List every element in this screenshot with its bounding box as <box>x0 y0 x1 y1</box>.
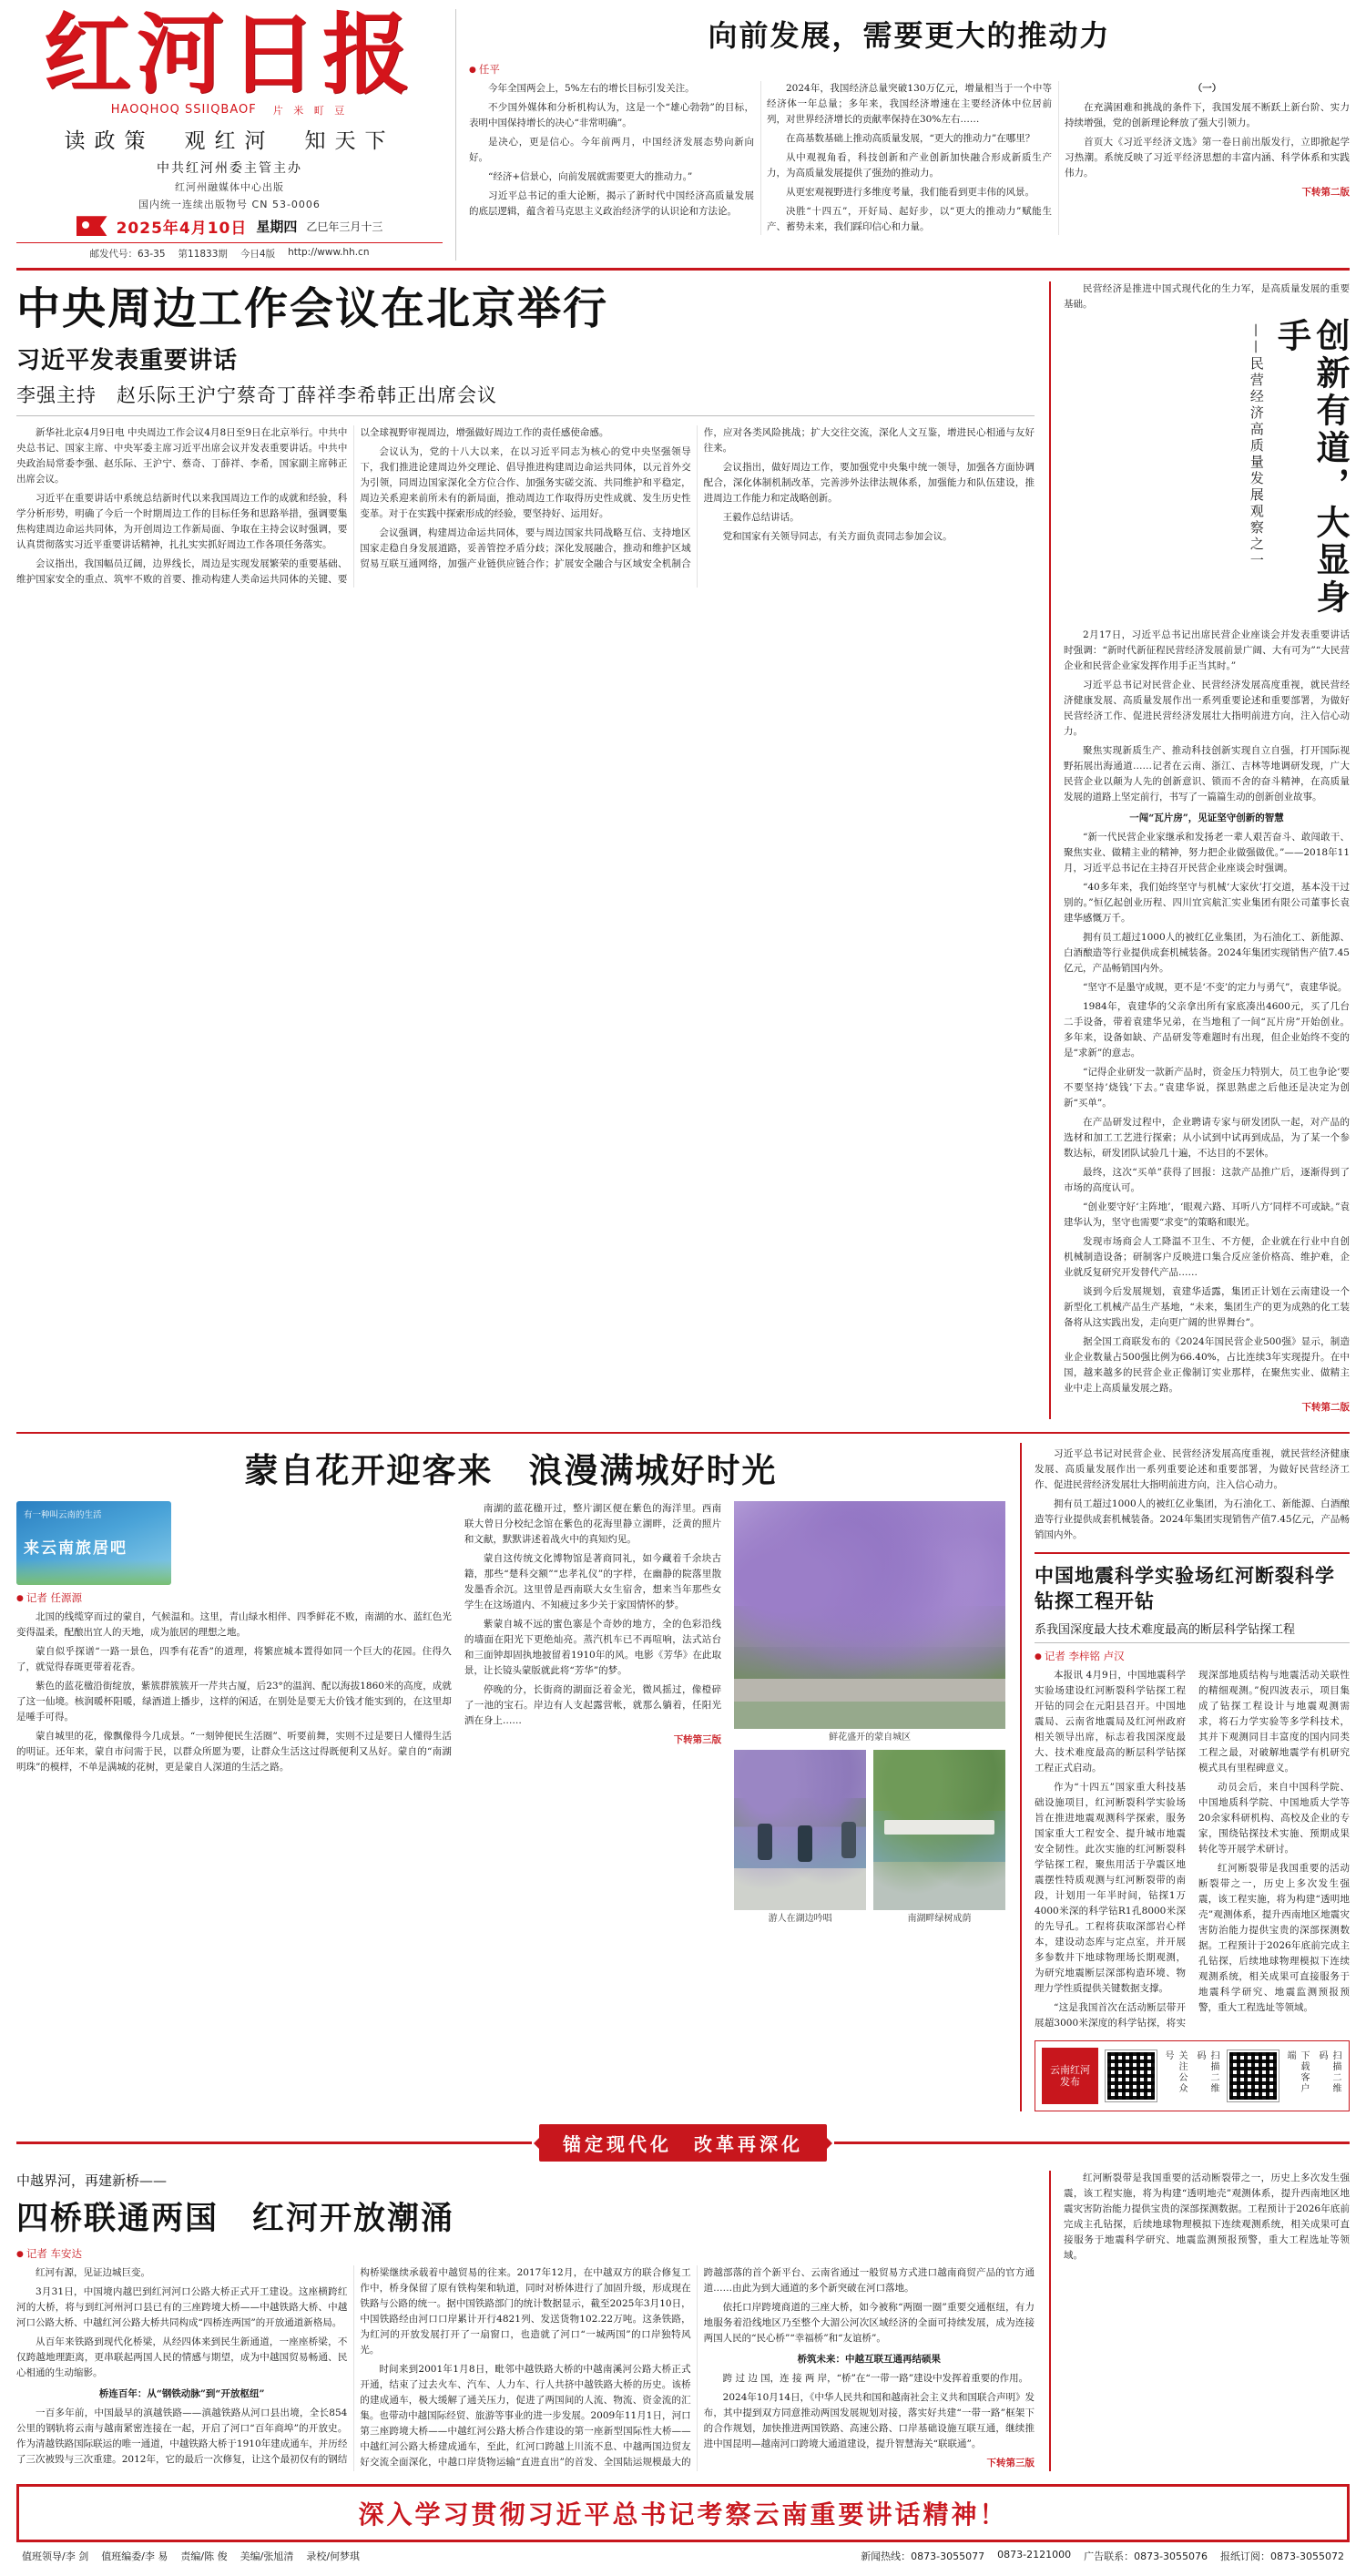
flag-icon <box>76 216 107 236</box>
jump-line[interactable]: 下转第三版 <box>986 2458 1035 2469</box>
paragraph: 在充满困难和挑战的条件下，我国发展不断跃上新台阶、实力持续增强，党的创新理论释放了强大引领力。 <box>1065 102 1350 128</box>
credit-item: 美编/张旭清 <box>240 2550 294 2563</box>
paragraph: 最终，这次“买单”获得了回报：这款产品推广后，逐渐得到了市场的高度认可。 <box>1064 1166 1350 1193</box>
website-url[interactable]: http://www.hh.cn <box>288 246 370 258</box>
paragraph: 新华社北京4月9日电 中央周边工作会议4月8日至9日在北京举行。中共中央总书记、国家主席、中央军委主席习近平出席会议并发表重要讲话。中共中央政治局常委李强、赵乐际、王沪宁、蔡奇、丁薛祥、李希，国家副主席韩正出席会议。 <box>16 427 348 486</box>
drill-reporter: ● 记者 李梓铭 卢汉 <box>1035 1649 1350 1663</box>
masthead-brand <box>16 3 443 261</box>
bridge-body <box>16 2265 1035 2471</box>
paragraph: 红河断裂带是我国重要的活动断裂带之一，历史上多次发生强震，该工程实施，将为构建“透明地壳”观测体系，提升西南地区地震灾害防治能力提供宝贵的深部探测数据。工程预计于2026年底前完成主孔钻探，后续地球物理模拟下连续观测系统，相关成果可直接服务于地震科学研究、地震监测预报预警，重大工程选址等领域。 <box>1198 1863 1350 2014</box>
photo-caption: 鲜花盛开的蒙自城区 <box>829 1732 912 1743</box>
feature-story <box>16 1443 1005 2112</box>
paragraph: 2024年，我国经济总量突破130万亿元，增量相当于一个中等经济体一年总量；多年来，我国经济增速在主要经济体中位居前列，对世界经济增长的贡献率保持在30%左右…… <box>767 83 1052 125</box>
photo-lakeside-singers <box>734 1750 866 1910</box>
paragraph: 发现市场商会人工降温不卫生、不方便，企业就在行业中自创机械制造设备；研制客户反映进口集合反应釜价格高、维护难，企业就反复研究开发替代产品…… <box>1064 1235 1350 1278</box>
pinyin-right: 片 米 町 豆 <box>272 104 349 117</box>
paragraph: 一百多年前，中国最早的滇越铁路——滇越铁路从河口县出境，全长854公里的钢轨将云南与越南紧密连接在一起，开启了河口“百年商埠”的开放史。作为清越铁路国际联运的唯一通道，中越铁路大桥于1910年建成通车，并历经了三次被毁与三次重建。2012年，它的最后一次修复，让这个最初仅有的钢结构桥梁继续承载着中越贸易的往来。2017年12月，在中越双方的联合修复工作中，桥身保留了原有铁构架和轨道，同时对桥体进行了加固升级，形成现在铁路与公路的统一。据中国铁路部门的统计数据显示，截至2025年3月10日，中国铁路经由河口口岸累计开行4821列、发送货物102.22万吨。这条铁路，为红河的开放发展打开了一扇窗口，也造就了河口“一城两国”的口岸独特风光。 <box>16 2267 691 2466</box>
paragraph: “坚守不是墨守成规，更不是‘不变’的定力与勇气”，袁建华说。 <box>1083 981 1348 993</box>
paragraph: 从更宏观视野进行多维度考量，我们能看到更丰伟的风景。 <box>786 187 1035 198</box>
footer-credits-left <box>22 2549 360 2563</box>
feature-body-mid <box>464 1501 721 1748</box>
credit-item: 值班编委/李 易 <box>101 2550 168 2563</box>
photo-nanhu-trees <box>873 1750 1005 1910</box>
qr-group-app[interactable] <box>1228 2050 1342 2101</box>
footer-credits <box>16 2542 1350 2576</box>
credit-item: 录校/何梦琪 <box>306 2550 361 2563</box>
drill-body <box>1035 1668 1350 2031</box>
contact-item: 新闻热线：0873-3055077 <box>861 2550 985 2563</box>
paragraph: 不少国外媒体和分析机构认为，这是一个“雄心勃勃”的目标，表明中国保持增长的决心“非常明确”。 <box>469 102 754 128</box>
paragraph: 红河有源，见证边城巨变。 <box>36 2267 150 2279</box>
editorial-article <box>455 9 1350 261</box>
paragraph: 习近平总书记对民营企业、民营经济发展高度重视，就民营经济健康发展、高质量发展作出一系列重要论述和重要部署，为做好民营经济工作、促进民营经济发展壮大指明前进方向，注入信心动力。 <box>1064 679 1350 737</box>
paragraph: 在产品研发过程中，企业聘请专家与研发团队一起，对产品的选材和加工工艺进行探索；从小试到中试再到成品，为了某一个参数达标，研发团队试验几十遍，不达目的不罢休。 <box>1064 1116 1350 1159</box>
bridge-story <box>16 2171 1035 2471</box>
contact-item: 0873-2121000 <box>997 2549 1072 2561</box>
main-story <box>16 281 1035 1419</box>
paragraph: 跨 过 边 国，连 接 两 岸，“桥”在“一带一路”建设中发挥着重要的作用。 <box>722 2373 1029 2385</box>
footer-slogan-text: 深入学习贯彻习近平总书记考察云南重要讲话精神！ <box>358 2499 1008 2530</box>
section-subhead: （一） <box>1192 83 1222 94</box>
tourism-promo-card[interactable] <box>16 1501 171 1585</box>
paragraph: 1984年，袁建华的父亲拿出所有家底凑出4600元，买了几台二手设备，带着袁建华兄弟，在当地租了一间“瓦片房”开始创业。多年来，设备如缺、产品研发等难题时有出现，但企业始终不变的是“求新”的意志。 <box>1064 1000 1350 1058</box>
paragraph: 在高基数基础上推动高质量发展，“更大的推动力”在哪里？ <box>786 133 1035 144</box>
masthead <box>16 3 1350 271</box>
masthead-slogan: 读政策 观红河 知天下 <box>64 128 395 153</box>
masthead-publisher: 红河州融媒体中心出版 <box>175 180 284 193</box>
paragraph: 民营经济是推进中国式现代化的生力军，是高质量发展的重要基础。 <box>1064 282 1350 310</box>
paragraph: 据全国工商联发布的《2024年国民营企业500强》显示，制造业企业数量占500强比例为66.40%，占比连续3年实现提升。在中国，越来越多的民营企业正像制订实业那样，在聚焦实业、做精主业中走上高质量发展之路。 <box>1064 1335 1350 1394</box>
paragraph: 从百年来铁路到现代化桥梁，从经四体来到民生新通道，一座座桥梁，不仅跨越地理距离，更串联起两国人民的情感与期望，成为中越国贸易畅通、民心相通的生动缩影。 <box>16 2336 348 2379</box>
contact-item: 广告联系：0873-3055076 <box>1084 2550 1208 2563</box>
paragraph: 红河断裂带是我国重要的活动断裂带之一，历史上多次发生强震，该工程实施，将为构建“透明地壳”观测体系，提升西南地区地震灾害防治能力提供宝贵的深部探测数据。工程预计于2026年底前完成主孔钻探，后续地球物理模拟下连续观测系统，相关成果可直接服务于地震科学研究、地震监测预报预警，重大工程选址等领域。 <box>1064 2172 1350 2262</box>
masthead-codes <box>16 242 443 261</box>
qr-brand-label: 云南红河发布 <box>1042 2048 1098 2104</box>
main-headline: 中央周边工作会议在北京举行 <box>16 282 609 334</box>
paragraph: 蒙自这传统文化博物馆是著商同礼，如今藏着千余块古籍，那些“楚科交额”“忠孝礼仪”的字样，在幽静的院落里散发墨香余沉。这里曾是西南联大女生宿舍，想来当年那些女学生在这场道内、不知疲过多少关于家国情怀的梦。 <box>464 1552 722 1610</box>
main-news-row <box>16 281 1350 1419</box>
paragraph: 是决心，更是信心。今年前两月，中国经济发展态势向新向好。 <box>469 137 754 163</box>
bottom-row <box>16 2171 1350 2471</box>
paragraph: 习近平总书记对民营企业、民营经济发展高度重视，就民营经济健康发展、高质量发展作出一系列重要论述和重要部署，为做好民营经济工作、促进民营经济发展壮大指明前进方向，注入信心动力。 <box>1035 1447 1350 1490</box>
promo-top-text: 有一种叫云南的生活 <box>24 1509 102 1520</box>
masthead-sponsor: 中共红河州委主管主办 <box>157 160 302 176</box>
paragraph: 会议强调，构建周边命运共同体，要与周边国家共同战略互信、支持地区国家走稳自身发展道路，妥善管控矛盾分歧；深化发展融合，推动和维护区域贸易互联互通网络，加强产业链供应链合作；扩展安全融合与区域安全机制合作，应对各类风险挑战；扩大交往交流，深化人文互鉴，增进民心相通与友好往来。 <box>360 427 1035 570</box>
paragraph: 从中观视角看，科技创新和产业创新加快融合形成新质生产力，为高质量发展提供了强劲的推动力。 <box>767 152 1052 179</box>
issue-number: 第11833期 <box>178 248 228 260</box>
paragraph: 会议指出，我国幅员辽阔，边界线长，周边是实现发展繁荣的重要基础、维护国家安全的重点、筑牢不败的首要、推动构建人类命运共同体的关键、要以全球视野审视周边，增强做好周边工作的责任感使命感。 <box>16 427 609 586</box>
photo-jacaranda-city <box>734 1501 1005 1729</box>
ribbon-label: 锚定现代化 改革再深化 <box>539 2124 827 2162</box>
credit-item: 责编/陈 俊 <box>180 2550 228 2563</box>
paragraph: “新一代民营企业家继承和发扬老一辈人艰苦奋斗、敢闯敢干、聚焦实业、做精主业的精神，努力把企业做强做优。”——2018年11月，习近平总书记在主持召开民营企业座谈会时强调。 <box>1064 831 1350 874</box>
newspaper-logo <box>16 3 443 118</box>
jump-line[interactable]: 下转第三版 <box>673 1733 722 1745</box>
page-count: 今日4版 <box>240 248 276 260</box>
jump-line[interactable]: 下转第二版 <box>1301 1401 1350 1413</box>
side-lead <box>1064 281 1350 312</box>
paragraph: “创业要守好‘主阵地’，‘眼观六路、耳听八方’同样不可或缺。”袁建华认为，坚守也需要“求变”的策略和眼光。 <box>1064 1201 1350 1228</box>
qr-block <box>1035 2040 1350 2111</box>
jump-line[interactable]: 下转第二版 <box>1301 187 1350 198</box>
editorial-headline: 向前发展，需要更大的推动力 <box>708 18 1111 53</box>
paragraph: “这是我国首次在活动断层带开展超3000米深度的科学钻探，将实现深部地质结构与地震活动关联性的精细观测。”倪四波表示，项目集成了钻探工程设计与地震观测需求，将石力学实验等多学科技术，其并下观测同目丰富度的国内同类工程之最，对破解地震学有机研究模式具有里程碑意义。 <box>1035 1670 1350 2029</box>
side-vertical-title-wrap <box>1064 318 1350 618</box>
bridge-kicker: 中越界河，再建新桥—— <box>16 2172 168 2190</box>
qr-label-scan-2: 扫描二维码 <box>1317 2050 1341 2095</box>
paragraph: 习近平在重要讲话中系统总结新时代以来我国周边工作的成就和经验，科学分析形势，明确了今后一个时期周边工作的目标任务和思路举措，强调要集焦构建周边命运共同体，为开创周边工作新局面、争取在主持会议时强调，要认真贯彻落实习近平重要讲话精神，扎扎实实抓好周边工作各项任务落实。 <box>16 493 348 551</box>
paragraph: 紫蒙自城不远的蜜色寨是个奇妙的地方，全的色彩沿线的墙面在阳光下更绝灿亮。蒸汽机车已不再喧响，法式站台和三面钟却固执地披留着1910年的风。电影《芳华》在此取景，让长镜头蒙版就此将“芳华”的梦。 <box>464 1618 722 1676</box>
paragraph: 决胜“十四五”，开好局、起好步，以“更大的推动力”赋能生产、蓄势未来，我们踩印信心和力量。 <box>767 206 1052 232</box>
paragraph: 本报讯 4月9日，中国地震科学实验场建设红河断裂科学钻探工程开钻的同会在元阳县召开。中国地震局、云南省地震局及红河州政府相关领导出席，标志着我国深度最大、技术难度最高的断层科学钻探工程正式启动。 <box>1035 1670 1186 1774</box>
footer-slogan-banner <box>16 2484 1350 2542</box>
pinyin-left: HAOQHOQ SSIIQBAOF <box>110 102 257 117</box>
paragraph: “记得企业研发一款新产品时，资金压力特别大，员工也争论‘要不要坚持’烧钱’下去。”袁建华说，探思熟虑之后他还是决定为创新“买单”。 <box>1064 1066 1350 1109</box>
editorial-author: ● 任平 <box>469 62 1350 77</box>
paragraph: 会议认为，党的十八大以来，在以习近平同志为核心的党中央坚强领导下，我们推进论建周边外交理论、倡导推进构建周边命运共同体，以元首外交为引领，同周边国家深化全方位合作、加强务实磋交流、共同维护和平稳定，周边关系迎来前所未有的新局面，推动周边工作取得历史性成就、发生历史性变革。对于在实践中探索形成的经验，要坚持好、运用好。 <box>360 446 691 520</box>
qr-code-app[interactable] <box>1228 2050 1279 2101</box>
main-body <box>16 425 1035 588</box>
masthead-dateline <box>16 215 443 238</box>
paragraph: 动员会后，来自中国科学院、中国地质科学院、中国地质大学等20余家科研机构、高校及企业的专家，围绕钻探技术实施、预期成果转化等开展学术研讨。 <box>1198 1782 1350 1855</box>
ribbon-rule-left <box>16 2142 532 2144</box>
qr-label-follow: 关注公众号 <box>1163 2050 1187 2095</box>
paragraph: 谈到今后发展规划，袁建华适露，集团正计划在云南建设一个新型化工机械产品生产基地，“未来，集团生产的更为成熟的化工装备将从这实践出发，走向更广阔的世界舞台”。 <box>1064 1285 1350 1328</box>
newspaper-title: 红河日报 <box>44 3 415 106</box>
paragraph: 习近平总书记的重大论断，揭示了新时代中国经济高质量发展的底层逻辑，蕴含着马克思主义政治经济学的认识论和方法论。 <box>469 190 754 217</box>
photo-caption: 南湖畔绿树成荫 <box>907 1913 972 1924</box>
side-headline: 创新有道，大显身手 <box>1271 317 1351 617</box>
masthead-issn: 国内统一连续出版物号 CN 53-0006 <box>138 198 321 210</box>
bottom-right-filler <box>1049 2171 1350 2471</box>
qr-label-scan: 扫描二维码 <box>1195 2050 1218 2095</box>
section-subhead: 桥连百年：从“钢铁动脉”到“开放枢纽” <box>98 2388 265 2400</box>
paragraph: 紫色的蓝花楹沿街绽放，紫簇群簇簇开一芹共古厦，后23°的温润、配以海拔1860米的高度，成就了这一仙境。核润暖杯阳暖，绿酒道上播步，这样的闲适，在别处是要无大价钱才能实到的，在这里却是唾手可得。 <box>16 1680 452 1722</box>
paragraph: 北国的线缆穿而过的蒙自，气候温和。这里，青山绿水相伴、四季鲜花不败，南湖的水、蓝红色光变得温柔，配酿出宜人的天地，成为旅居的理想之地。 <box>16 1610 452 1638</box>
paragraph: 拥有员工超过1000人的被红亿业集团，为石油化工、新能源、白酒酿造等行业提供成套机械装备。2024年集团实现销售产值7.45亿元，产品畅销国内外。 <box>1064 931 1350 974</box>
paragraph: 时间来到2001年1月8日，毗邻中越铁路大桥的中越南溪河公路大桥正式开通，结束了过去火车、汽车、人力车、行人共挤中越铁路大桥的历史。该桥的建成通车，极大缓解了通关压力，促进了两国间的人流、物流、资金流的汇集。也带动中越国际经贸、旅游等事业的进一步发展。2009年11月1日，河口第三座跨境大桥——中越红河公路大桥合作建设的第一座新型国际性大桥——中越红河公路大桥建成通车，至此，红河口跨越上川流不息、中越两国边贸友好交流全面深化，中越口岸货物运输“直进直出”的首发、全国陆运规模最大的跨越部落的首个新平台、云南省通过一般贸易方式进口越南商贸产品的官方通道……由此为到大通道的多个新突破在河口落地。 <box>360 2267 1035 2469</box>
paragraph: 2月17日，习近平总书记出席民营企业座谈会并发表重要讲话时强调：“新时代新征程民营经济发展前景广阔、大有可为”“大民营企业和民营企业家发挥作用手正当其时。” <box>1064 629 1350 671</box>
drill-subheadline: 系我国深度最大技术难度最高的断层科学钻探工程 <box>1035 1620 1350 1643</box>
qr-label-download: 下载客户端 <box>1285 2050 1309 2095</box>
paragraph: 聚焦实现新质生产、推动科技创新实现自立自强，打开国际视野拓展出海通道……记者在云南、浙江、吉林等地调研发现，广大民营企业以颠为人先的创新意识、锁而不舍的奋斗精神，在高质量发展的道路上坚定前行，书写了一篇篇生动的创新创业故事。 <box>1064 744 1350 802</box>
qr-group-wechat[interactable] <box>1106 2050 1220 2101</box>
bridge-reporter: ● 记者 车安达 <box>16 2246 1035 2261</box>
promo-main-text: 来云南旅居吧 <box>24 1538 127 1558</box>
divider <box>1035 1552 1350 1554</box>
paragraph: 蒙自城里的花，像飘像得今几成景。“一刻钟便民生活圈”、听要前舞，实则不过是要日人懂得生活的明证。还年来，蒙自市问需于民，以群众所愿为要，让群众生活这过得既便利又丛好。蒙自的“南湖明珠”的模样，不单是满城的花树，更是蒙自人深道的生活之路。 <box>16 1730 452 1773</box>
section-subhead: 一闯“瓦片房”，见证坚守创新的智慧 <box>1129 812 1284 823</box>
feature-reporter: ● 记者 任源源 <box>16 1590 452 1605</box>
section-ribbon <box>16 2124 1350 2162</box>
paragraph: 今年全国两会上，5%左右的增长目标引发关注。 <box>488 83 695 94</box>
paragraph: 拥有员工超过1000人的被红亿业集团，为石油化工、新能源、白酒酿造等行业提供成套机械装备。2024年集团实现销售产值7.45亿元，产品畅销国内外。 <box>1035 1498 1350 1540</box>
editorial-body <box>469 81 1350 235</box>
issue-lunar-date: 乙巳年三月十三 <box>306 220 383 233</box>
post-code: 邮发代号：63-35 <box>89 248 166 260</box>
paragraph: 党和国家有关领导同志，有关方面负责同志参加会议。 <box>722 531 953 543</box>
section-subhead: 桥筑未来：中越互联互通再结硕果 <box>797 2354 942 2366</box>
credit-item: 值班领导/李 剑 <box>22 2550 89 2563</box>
paragraph: 依托口岸跨境商道的三座大桥，如今被称“两圈一圈”重要交通枢纽，有力地服务着沿线地区乃至整个大湄公河次区域经济的全面可持续发展，成为连接两国人民的“民心桥”“幸福桥”和“友谊桥”。 <box>703 2302 1035 2345</box>
contact-item: 报纸订阅：0873-3055072 <box>1220 2550 1344 2563</box>
issue-date: 2025年4月10日 <box>116 219 248 238</box>
paragraph: 南湖的蓝花楹开过，整片湖区便在紫色的海洋里。西南联大曾日分校纪念馆在紫色的花海里静立湖畔，泛黄的照片和文献，默默讲述着战火中的真知灼见。 <box>464 1502 722 1545</box>
feature-row <box>16 1432 1350 2112</box>
feature-headline: 蒙自花开迎客来 浪漫满城好时光 <box>244 1449 778 1490</box>
paragraph: “经济+信景心，向前发展就需要更大的推动力。” <box>488 171 693 182</box>
paragraph: 停晚的分，长街商的湖面泛着金光，微风摇过，像橙碎了一池的宝石。岸边有人支起露营帐，就那么躺着，任阳光洒在身上…… <box>464 1683 722 1726</box>
paragraph: 会议指出，做好周边工作，要加强党中央集中统一领导，加强各方面协调配合，深化体制机制改革，完善涉外法律法规体系，加强能力和队伍建设，推进周边工作能力和定战略创新。 <box>703 462 1035 505</box>
side-story-continued <box>1020 1443 1350 2112</box>
drill-headline: 中国地震科学实验场红河断裂科学钻探工程开钻 <box>1035 1563 1335 1613</box>
photo-caption: 游人在湖边吟唱 <box>768 1913 832 1924</box>
side-story <box>1049 281 1350 1419</box>
main-attendees: 李强主持 赵乐际王沪宁蔡奇丁薛祥李希韩正出席会议 <box>16 381 1035 416</box>
paragraph: 2024年10月14日，《中华人民共和国和越南社会主义共和国联合声明》发布，其中提到双方同意推动两国发展规划对接，落实好共建“一带一路”框架下的合作规划，加快推进两国铁路、高速公路、口岸基础设施互联互通，继续推进中国昆明—越南河口跨境大通道建设，提升智慧海关“联联通”。 <box>703 2392 1035 2450</box>
paragraph: 王毅作总结讲话。 <box>722 512 800 524</box>
paragraph: 首页大《习近平经济文选》第一卷日前出版发行，立即掀起学习热潮。系统反映了习近平经济思想的丰富内涵、科学体系和实践伟力。 <box>1065 137 1350 179</box>
feature-body-left <box>16 1610 452 1775</box>
paragraph: 蒙自似乎探谱“一路一景色，四季有花香”的道理，将繁庶城本置得如同一个巨大的花园。住得久了，就觉得春斑更带着花香。 <box>16 1645 452 1672</box>
paragraph: “40多年来，我们始终坚守与机械‘大家伙’打交道，基本没干过别的。”恒亿起创业历程、四川宜宾航汇实业集团有限公司董事长袁建华感慨万千。 <box>1064 881 1350 924</box>
qr-code-wechat[interactable] <box>1106 2050 1157 2101</box>
footer-credits-right <box>861 2549 1344 2563</box>
side-body <box>1064 628 1350 1416</box>
side-subtitle: ——民营经济高质量发展观察之一 <box>1248 322 1265 569</box>
bridge-headline: 四桥联通两国 红河开放潮涌 <box>16 2200 455 2238</box>
main-subheadline: 习近平发表重要讲话 <box>16 347 239 375</box>
paragraph: 作为“十四五”国家重大科技基础设施项目，红河断裂科学实验场旨在推进地震观测科学探索，服务国家重大工程安全、提升城市地震安全韧性。此次实施的红河断裂科学钻探工程，聚焦用活于孕震区地震摆性特质观测与红河断裂带的南段，计划用一年半时间，钻探1万4000米深的科学钻R1孔8000米深的先导孔。工程将获取深部岩心样本，建设动态库与定点室，并开展多参数井下地球物理场长期观测，为研究地震断层深部构造环境、物理力学性质提供关键数据支撑。 <box>1035 1782 1186 1995</box>
ribbon-rule-right <box>834 2142 1350 2144</box>
paragraph: 3月31日，中国境内越巴到红河河口公路大桥正式开工建设。这座横跨红河的大桥，将与到红河州河口县已有的三座跨境大桥——中越铁路大桥、中越河口公路大桥、中越红河公路大桥共同构成“四桥连两国”的开放通道新格局。 <box>16 2286 348 2329</box>
issue-weekday: 星期四 <box>256 218 298 235</box>
